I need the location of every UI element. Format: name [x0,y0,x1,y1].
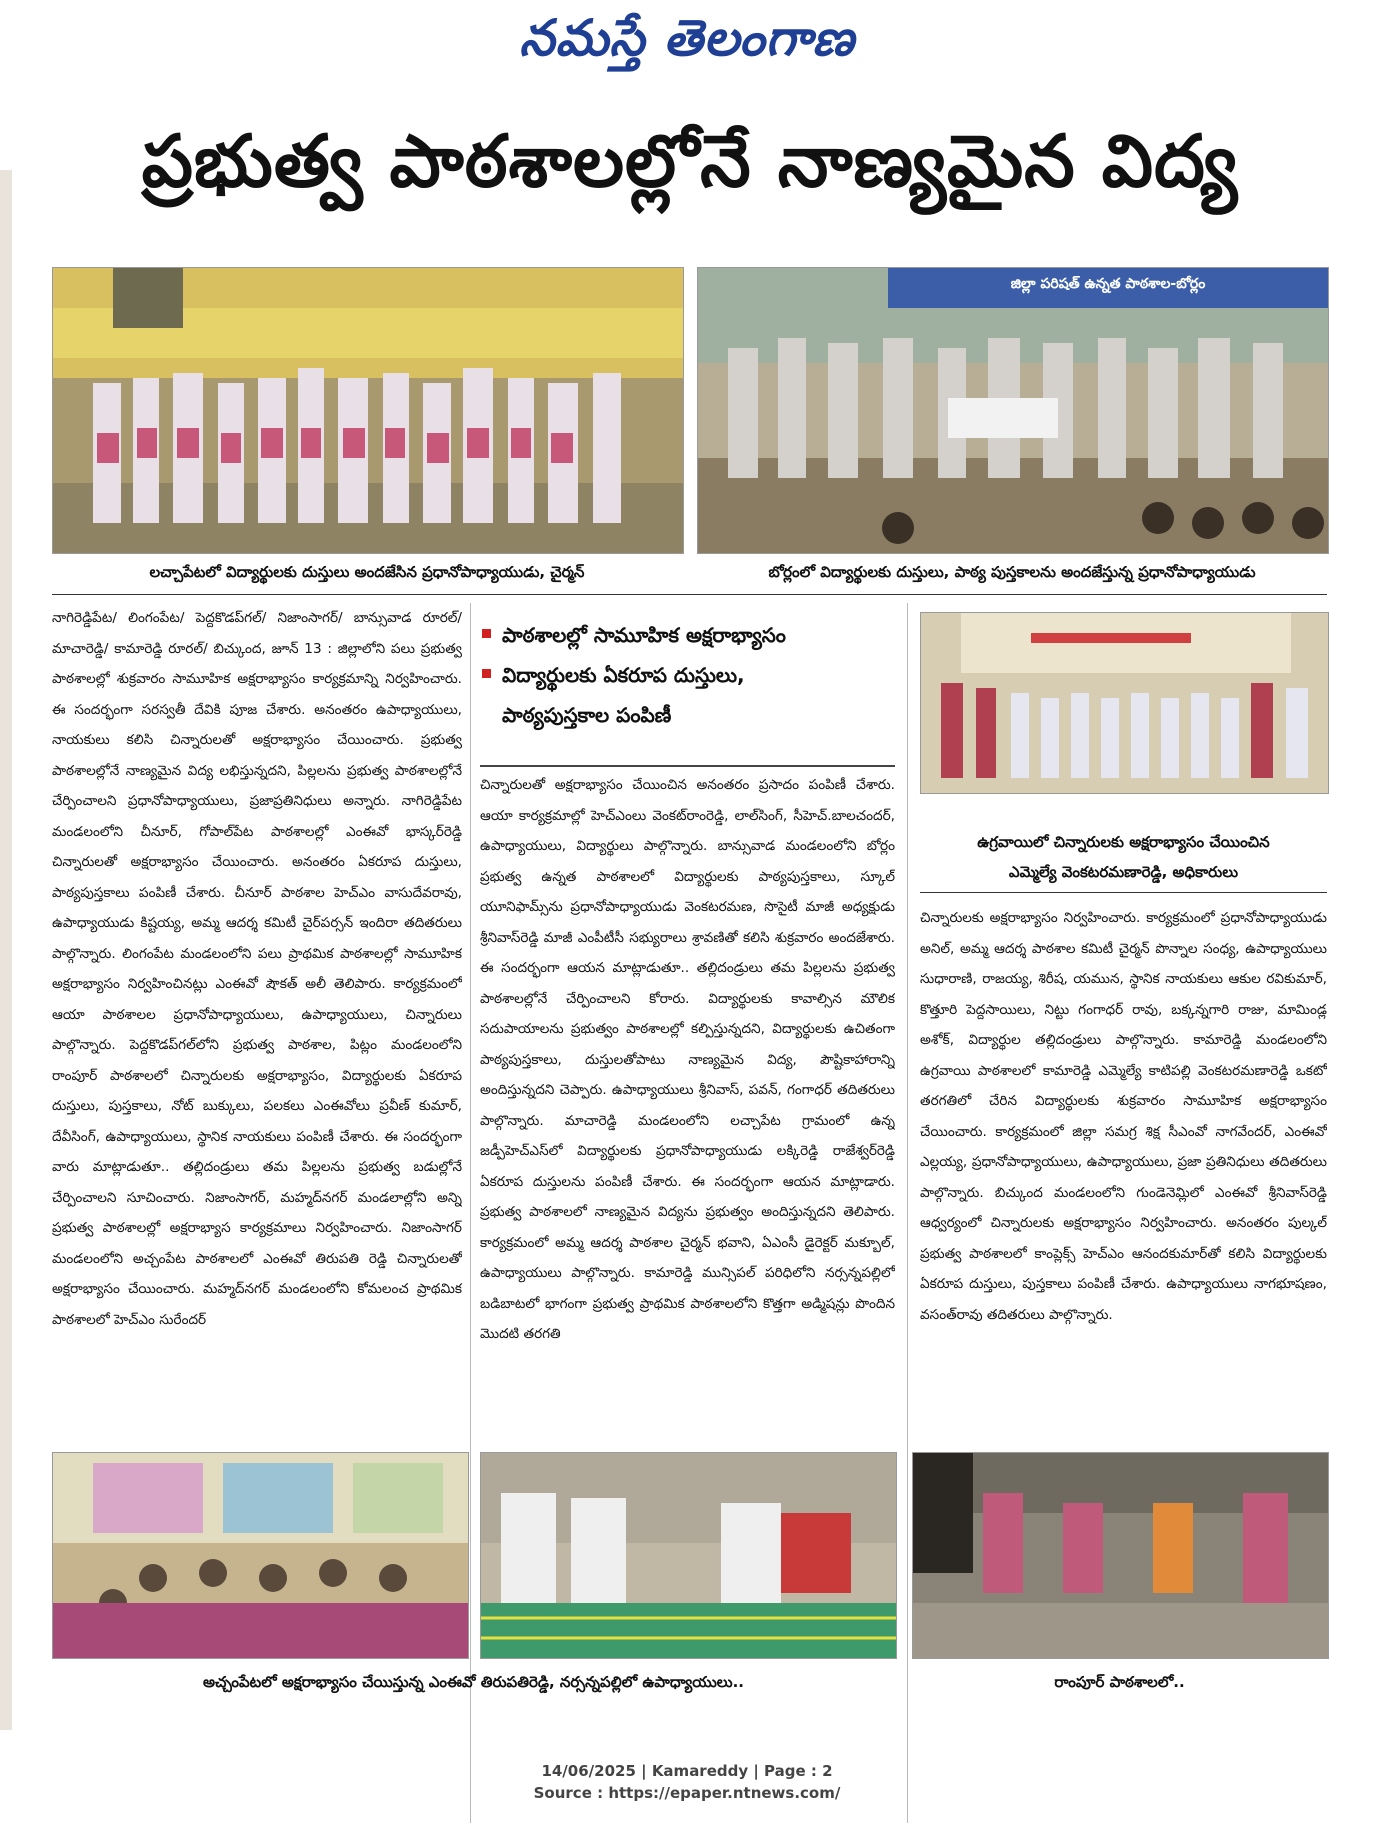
photo-caption-achampet: అచ్చంపేటలో అక్షరాభ్యాసం చేయిస్తున్న ఎంఈవో తిరుపతిరెడ్డి, నర్సన్నపల్లిలో ఉపాధ్యాయులు.. [202,1673,744,1691]
photo-narsannapalli [480,1452,897,1659]
headline: ప్రభుత్వ పాఠశాలల్లోనే నాణ్యమైన విద్య [141,119,1239,203]
highlight-text: పాఠ్యపుస్తకాల పంపిణీ [502,703,672,727]
article-column-2: చిన్నారులతో అక్షరాభ్యాసం చేయించిన అనంతరం ప్రసాదం పంపిణీ చేశారు. ఆయా కార్యక్రమాల్లో హెచ్‌ఎంలు వెంకట్‌రాంరెడ్డి, లాల్‌సింగ్, సీహెచ్.బాలచందర్, ఉపాధ్యాయులు, విద్యార్థులు పాల్గొన్నారు. బాన్సువాడ మండలంలోని బోర్లం ప్రభుత్వ ఉన్నత పాఠశాలలో విద్యార్థులకు పాఠ్యపుస్తకాలు, స్కూల్ యూనిఫామ్స్‌ను ప్రధానోపాధ్యాయుడు వెంకటరమణ, సొసైటీ మాజీ అధ్యక్షుడు శ్రీనివాస్‌రెడ్డి మాజీ ఎంపీటీసీ సభ్యురాలు శ్రావణితో కలిసి శుక్రవారం అందజేశారు. ఈ సందర్భంగా ఆయన మాట్లాడుతూ.. తల్లిదండ్రులు తమ పిల్లలను ప్రభుత్వ పాఠశాలల్లోనే చేర్పించాలని కోరారు. విద్యార్థులకు కావాల్సిన మౌలిక సదుపాయాలను ప్రభుత్వం పాఠశాలల్లో కల్పిస్తున్నదని, విద్యార్థులకు ఉచితంగా పాఠ్యపుస్తకాలు, దుస్తులతోపాటు నాణ్యమైన విద్య, పౌష్టికాహారాన్ని అందిస్తున్నదని చెప్పారు. ఉపాధ్యాయులు శ్రీనివాస్, పవన్, గంగాధర్ తదితరులు పాల్గొన్నారు. మాచారెడ్డి మండలంలోని లచ్చాపేట గ్రామంలో ఉన్న జడ్పీహెచ్‌ఎస్‌లో విద్యార్థులకు ప్రధానోపాధ్యాయుడు లక్కిరెడ్డి రాజేశ్వర్‌రెడ్డి ఏకరూప దుస్తులను పంపిణీ చేశారు. ఈ సందర్భంగా ఆయన మాట్లాడారు. ప్రభుత్వ పాఠశాలలో నాణ్యమైన విద్యను ప్రభుత్వం అందిస్తున్నదని తెలిపారు. కార్యక్రమంలో అమ్మ ఆదర్శ పాఠశాల చైర్మన్ భవాని, ఏఎంసీ డైరెక్టర్ మక్బూల్, ఉపాధ్యాయులు పాల్గొన్నారు. కామారెడ్డి మున్సిపల్ పరిధిలోని నర్సన్నపల్లిలో బడిబాటలో భాగంగా ప్రభుత్వ ప్రాథమిక పాఠశాలలోని కొత్తగా అడ్మిషన్లు పొందిన మొదటి తరగతి [480,777,895,1342]
masthead-logo: నమస్తే తెలంగాణ [519,8,855,67]
photo-borlam [697,267,1329,554]
photo-caption-ugravai-1: ఉగ్రవాయిలో చిన్నారులకు అక్షరాభ్యాసం చేయించిన [977,833,1270,851]
photo-rampur [912,1452,1329,1659]
photo-lachapet [52,267,684,554]
photo-caption-lachapet: లచ్చాపేటలో విద్యార్థులకు దుస్తులు అందజేసిన ప్రధానోపాధ్యాయుడు, చైర్మన్ [149,563,585,581]
highlight-item [480,655,895,695]
highlight-item [480,695,895,735]
photo-caption-rampur: రాంపూర్ పాఠశాలలో.. [1054,1673,1185,1691]
photo-ugravai [920,612,1329,794]
adjacent-page-strip [0,170,12,1730]
article-column-1: నాగిరెడ్డిపేట/ లింగంపేట/ పెద్దకొడప్‌గల్/ నిజాంసాగర్/ బాన్సువాడ రూరల్/ మాచారెడ్డి/ కామారెడ్డి రూరల్/ బిచ్కుంద, జూన్ 13 : జిల్లాలోని పలు ప్రభుత్వ పాఠశాలల్లో శుక్రవారం సామూహిక అక్షరాభ్యాసం కార్యక్రమాన్ని నిర్వహించారు. ఈ సందర్భంగా సరస్వతీ దేవికి పూజ చేశారు. అనంతరం ఉపాధ్యాయులు, నాయకులు కలిసి చిన్నారులతో అక్షరాభ్యాసం చేయించారు. ప్రభుత్వ పాఠశాలల్లోనే నాణ్యమైన విద్య లభిస్తున్నదని, పిల్లలను ప్రభుత్వ పాఠశాలల్లోనే చేర్పించాలని ప్రధానోపాధ్యాయులు, ప్రజాప్రతినిధులు అన్నారు. నాగిరెడ్డిపేట మండలంలోని చీనూర్, గోపాల్‌పేట పాఠశాలల్లో ఎంఈవో భాస్కర్‌రెడ్డి చిన్నారులతో అక్షరాభ్యాసం చేయించారు. అనంతరం ఏకరూప దుస్తులు, పాఠ్యపుస్తకాలు పంపిణీ చేశారు. చీనూర్ పాఠశాల హెచ్‌ఎం వాసుదేవరావు, ఉపాధ్యాయుడు కిష్టయ్య, అమ్మ ఆదర్శ కమిటీ చైర్‌పర్సన్ ఇందిరా తదితరులు పాల్గొన్నారు. లింగంపేట మండలంలోని పలు ప్రాథమిక పాఠశాలల్లో సామూహిక అక్షరాభ్యాసం నిర్వహించినట్లు ఎంఈవో షౌకత్ అలీ తెలిపారు. కార్యక్రమంలో ఆయా పాఠశాలల ప్రధానోపాధ్యాయులు, ఉపాధ్యాయులు, చిన్నారులు పాల్గొన్నారు. పెద్దకొడప్‌గల్‌లోని ప్రభుత్వ పాఠశాల, పిట్లం మండలంలోని రాంపూర్ పాఠశాలలో చిన్నారులకు అక్షరాభ్యాసం, విద్యార్థులకు ఏకరూప దుస్తులు, పుస్తకాలు, నోట్ బుక్కులు, పలకలు ఎంఈవోలు ప్రవీణ్ కుమార్, దేవీసింగ్, ఉపాధ్యాయులు, స్థానిక నాయకులు పంపిణీ చేశారు. ఈ సందర్భంగా వారు మాట్లాడుతూ.. తల్లిదండ్రులు తమ పిల్లలను ప్రభుత్వ బడుల్లోనే చేర్పించాలని సూచించారు. నిజాంసాగర్, మహ్మద్‌నగర్ మండలాల్లోని అన్ని ప్రభుత్వ పాఠశాలల్లో అక్షరాభ్యాస కార్యక్రమాలు నిర్వహించారు. నిజాంసాగర్ మండలంలోని అచ్చంపేట పాఠశాలలో ఎంఈవో తిరుపతి రెడ్డి చిన్నారులతో అక్షరాభ్యాసం చేయించారు. మహ్మద్‌నగర్ మండలంలోని కోమలంచ ప్రాథమిక పాఠశాలలో హెచ్‌ఎం సురేందర్ [52,610,462,1328]
divider [920,892,1327,893]
footer-date-edition: 14/06/2025 | Kamareddy | Page : 2 [541,1762,833,1780]
photo-caption-borlam: బోర్లంలో విద్యార్థులకు దుస్తులు, పాఠ్య పుస్తకాలను అందజేస్తున్న ప్రధానోపాధ్యాయుడు [768,563,1256,581]
highlight-text: పాఠశాలల్లో సామూహిక అక్షరాభ్యాసం [502,623,786,647]
bullet-square-icon [482,669,491,678]
highlights-box [480,615,895,767]
column-separator [907,603,908,1823]
highlight-item [480,615,895,655]
highlight-text: విద్యార్థులకు ఏకరూప దుస్తులు, [502,663,745,687]
column-separator [470,603,471,1823]
bullet-square-icon [482,629,491,638]
school-signboard: జిల్లా పరిషత్ ఉన్నత పాఠశాల-బోర్లం [1010,276,1206,292]
article-column-3: చిన్నారులకు అక్షరాభ్యాసం నిర్వహించారు. కార్యక్రమంలో ప్రధానోపాధ్యాయుడు అనిల్, అమ్మ ఆదర్శ పాఠశాల కమిటీ చైర్మన్ పొన్నాల సంధ్య, ఉపాధ్యాయులు సుధారాణి, రాజయ్య, శిరీష, యమున, స్థానిక నాయకులు ఆకుల రవికుమార్, కొత్తూరి పెద్దసాయిలు, నిట్టు గంగాధర్ రావు, బక్కన్నగారి రాజు, మామిండ్ల అశోక్, విద్యార్థుల తల్లిదండ్రులు పాల్గొన్నారు. కామారెడ్డి మండలంలోని ఉగ్రవాయి పాఠశాలలో కామారెడ్డి ఎమ్మెల్యే కాటిపల్లి వెంకటరమణారెడ్డి ఒకటో తరగతిలో చేరిన విద్యార్థులకు శుక్రవారం సామూహిక అక్షరాభ్యాసం చేయించారు. కార్యక్రమంలో జిల్లా సమగ్ర శిక్ష సీఎంవో నాగవేందర్, ఎంఈవో ఎల్లయ్య, ప్రధానోపాధ్యాయులు, ఉపాధ్యాయులు, ప్రజా ప్రతినిధులు తదితరులు పాల్గొన్నారు. బిచ్కుంద మండలంలోని గుండెనెమ్లిలో ఎంఈవో శ్రీనివాస్‌రెడ్డి ఆధ్వర్యంలో చిన్నారులకు అక్షరాభ్యాసం నిర్వహించారు. అనంతరం పుల్కల్ ప్రభుత్వ పాఠశాలలో కాంప్లెక్స్ హెచ్‌ఎం ఆనందకుమార్‌తో కలిసి విద్యార్థులకు ఏకరూప దుస్తులు, పుస్తకాలు పంపిణీ చేశారు. ఉపాధ్యాయులు నాగభూషణం, వసంత్‌రావు తదితరులు పాల్గొన్నారు. [920,910,1327,1323]
photo-achampet [52,1452,469,1659]
photo-caption-ugravai-2: ఎమ్మెల్యే వెంకటరమణారెడ్డి, అధికారులు [1008,863,1239,881]
footer-source-link[interactable]: Source : https://epaper.ntnews.com/ [533,1784,841,1802]
divider [52,594,1327,595]
